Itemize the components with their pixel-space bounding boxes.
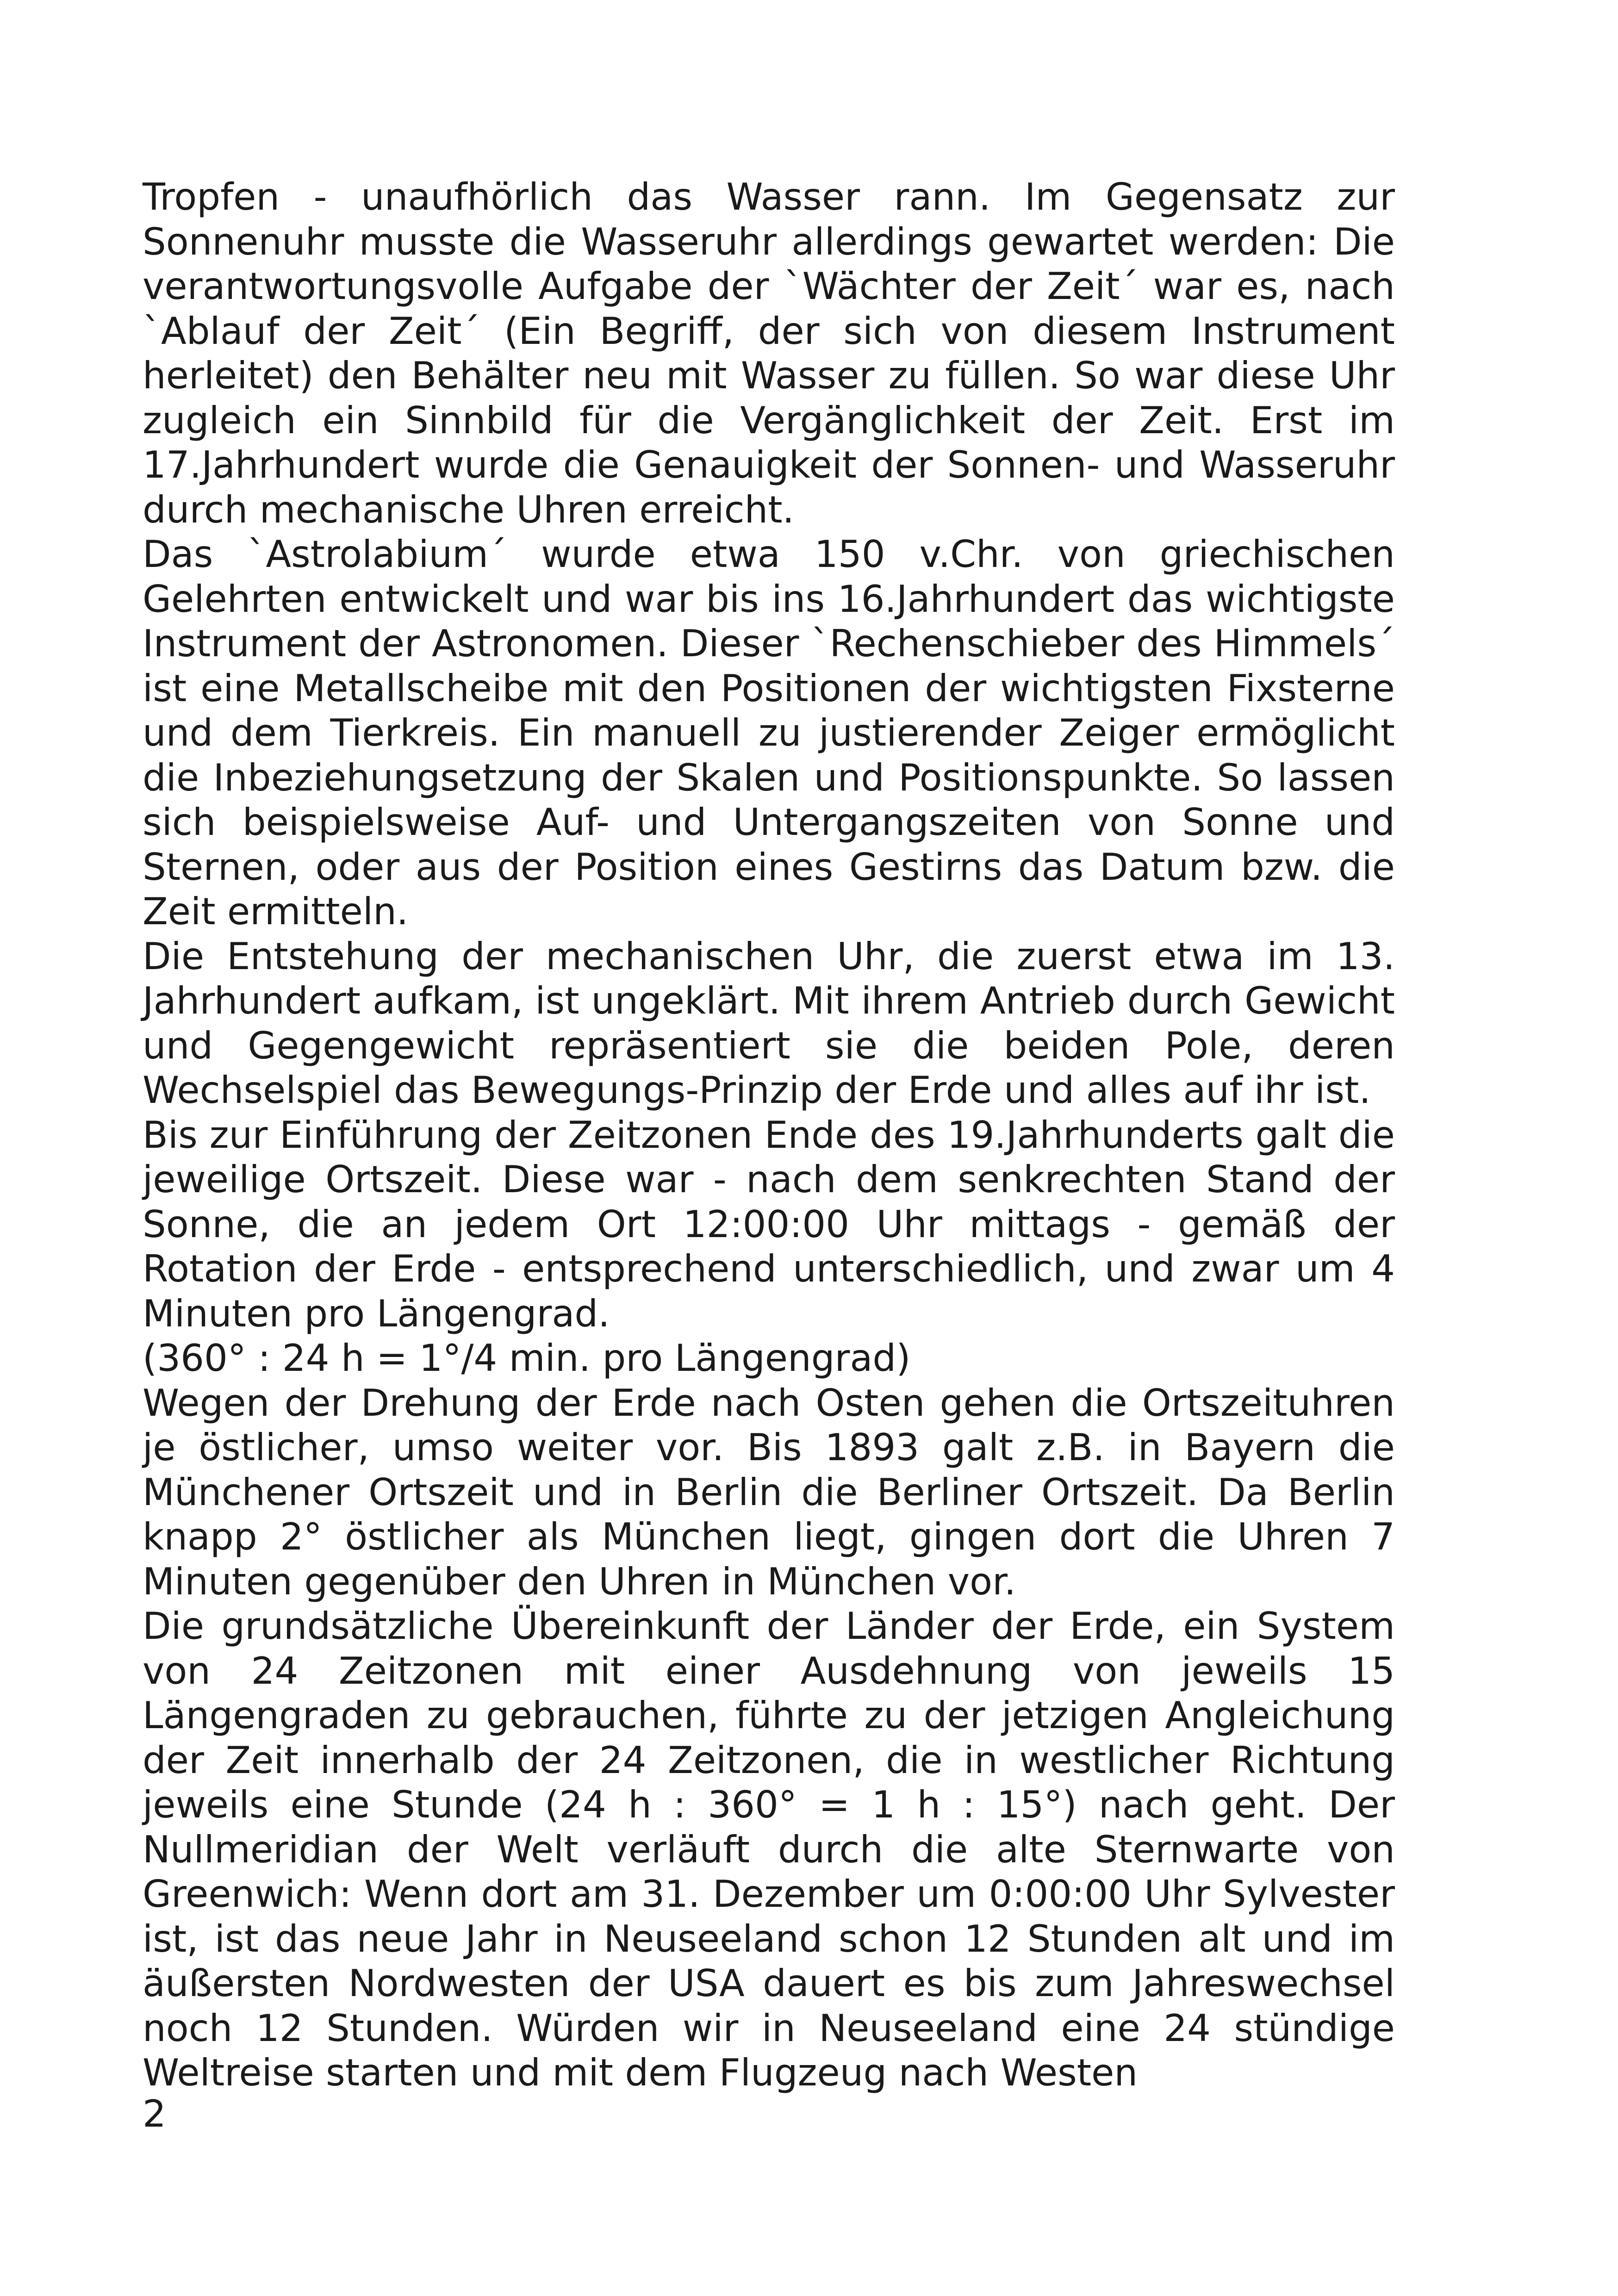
paragraph-formula: (360° : 24 h = 1°/4 min. pro Längengrad) — [143, 1337, 911, 1380]
paragraph-astrolabe: Das `Astrolabium´ wurde etwa 150 v.Chr. von griechischen Gelehrten entwickelt und war bis ins 16.Jahrhundert das wichtigste Instrument der Astronomen. Dieser `Rechenschieber des Himmels´ ist eine Metallscheibe mit den Positionen der wichtigsten Fixsterne und dem Tierkreis. Ein manuell zu justierender Zeiger ermöglicht die Inbeziehungsetzung der Skalen und Positionspunkte. So lassen sich beispielsweise Auf- und Untergangszeiten von Sonne und Sternen, oder aus der Position eines Gestirns das Datum bzw. die Zeit ermitteln. — [143, 533, 1395, 933]
paragraph-mechanical-clock: Die Entstehung der mechanischen Uhr, die zuerst etwa im 13. Jahrhundert aufkam, ist ungeklärt. Mit ihrem Antrieb durch Gewicht und Gegengewicht repräsentiert sie die beiden Pole, deren Wechselspiel das Bewegungs-Prinzip der Erde und alles auf ihr ist. — [143, 934, 1395, 1112]
body-text — [143, 175, 1395, 2096]
paragraph-earth-rotation: Wegen der Drehung der Erde nach Osten gehen die Ortszeituhren je östlicher, umso weiter vor. Bis 1893 galt z.B. in Bayern die Münchener Ortszeit und in Berlin die Berliner Ortszeit. Da Berlin knapp 2° östlicher als München liegt, gingen dort die Uhren 7 Minuten gegenüber den Uhren in München vor. — [143, 1381, 1395, 1603]
page-number: 2 — [143, 2092, 166, 2135]
paragraph-local-time: Bis zur Einführung der Zeitzonen Ende des 19.Jahrhunderts galt die jeweilige Ortszeit. Diese war - nach dem senkrechten Stand der Sonne, die an jedem Ort 12:00:00 Uhr mittags - gemäß der Rotation der Erde - entsprechend unterschiedlich, und zwar um 4 Minuten pro Längengrad. — [143, 1113, 1395, 1335]
paragraph-time-zones: Die grundsätzliche Übereinkunft der Länder der Erde, ein System von 24 Zeitzonen mit einer Ausdehnung von jeweils 15 Längengraden zu gebrauchen, führte zu der jetzigen Angleichung der Zeit innerhalb der 24 Zeitzonen, die in westlicher Richtung jeweils eine Stunde (24 h : 360° = 1 h : 15°) nach geht. Der Nullmeridian der Welt verläuft durch die alte Sternwarte von Greenwich: Wenn dort am 31. Dezember um 0:00:00 Uhr Sylvester ist, ist das neue Jahr in Neuseeland schon 12 Stunden alt und im äußersten Nordwesten der USA dauert es bis zum Jahreswechsel noch 12 Stunden. Würden wir in Neuseeland eine 24 stündige Weltreise starten und mit dem Flugzeug nach Westen — [143, 1605, 1395, 2094]
paragraph-water-clock: Tropfen - unaufhörlich das Wasser rann. Im Gegensatz zur Sonnenuhr musste die Wasseruhr allerdings gewartet werden: Die verantwortungsvolle Aufgabe der `Wächter der Zeit´ war es, nach `Ablauf der Zeit´ (Ein Begriff, der sich von diesem Instrument herleitet) den Behälter neu mit Wasser zu füllen. So war diese Uhr zugleich ein Sinnbild für die Vergänglichkeit der Zeit. Erst im 17.Jahrhundert wurde die Genauigkeit der Sonnen- und Wasseruhr durch mechanische Uhren erreicht. — [143, 175, 1395, 531]
